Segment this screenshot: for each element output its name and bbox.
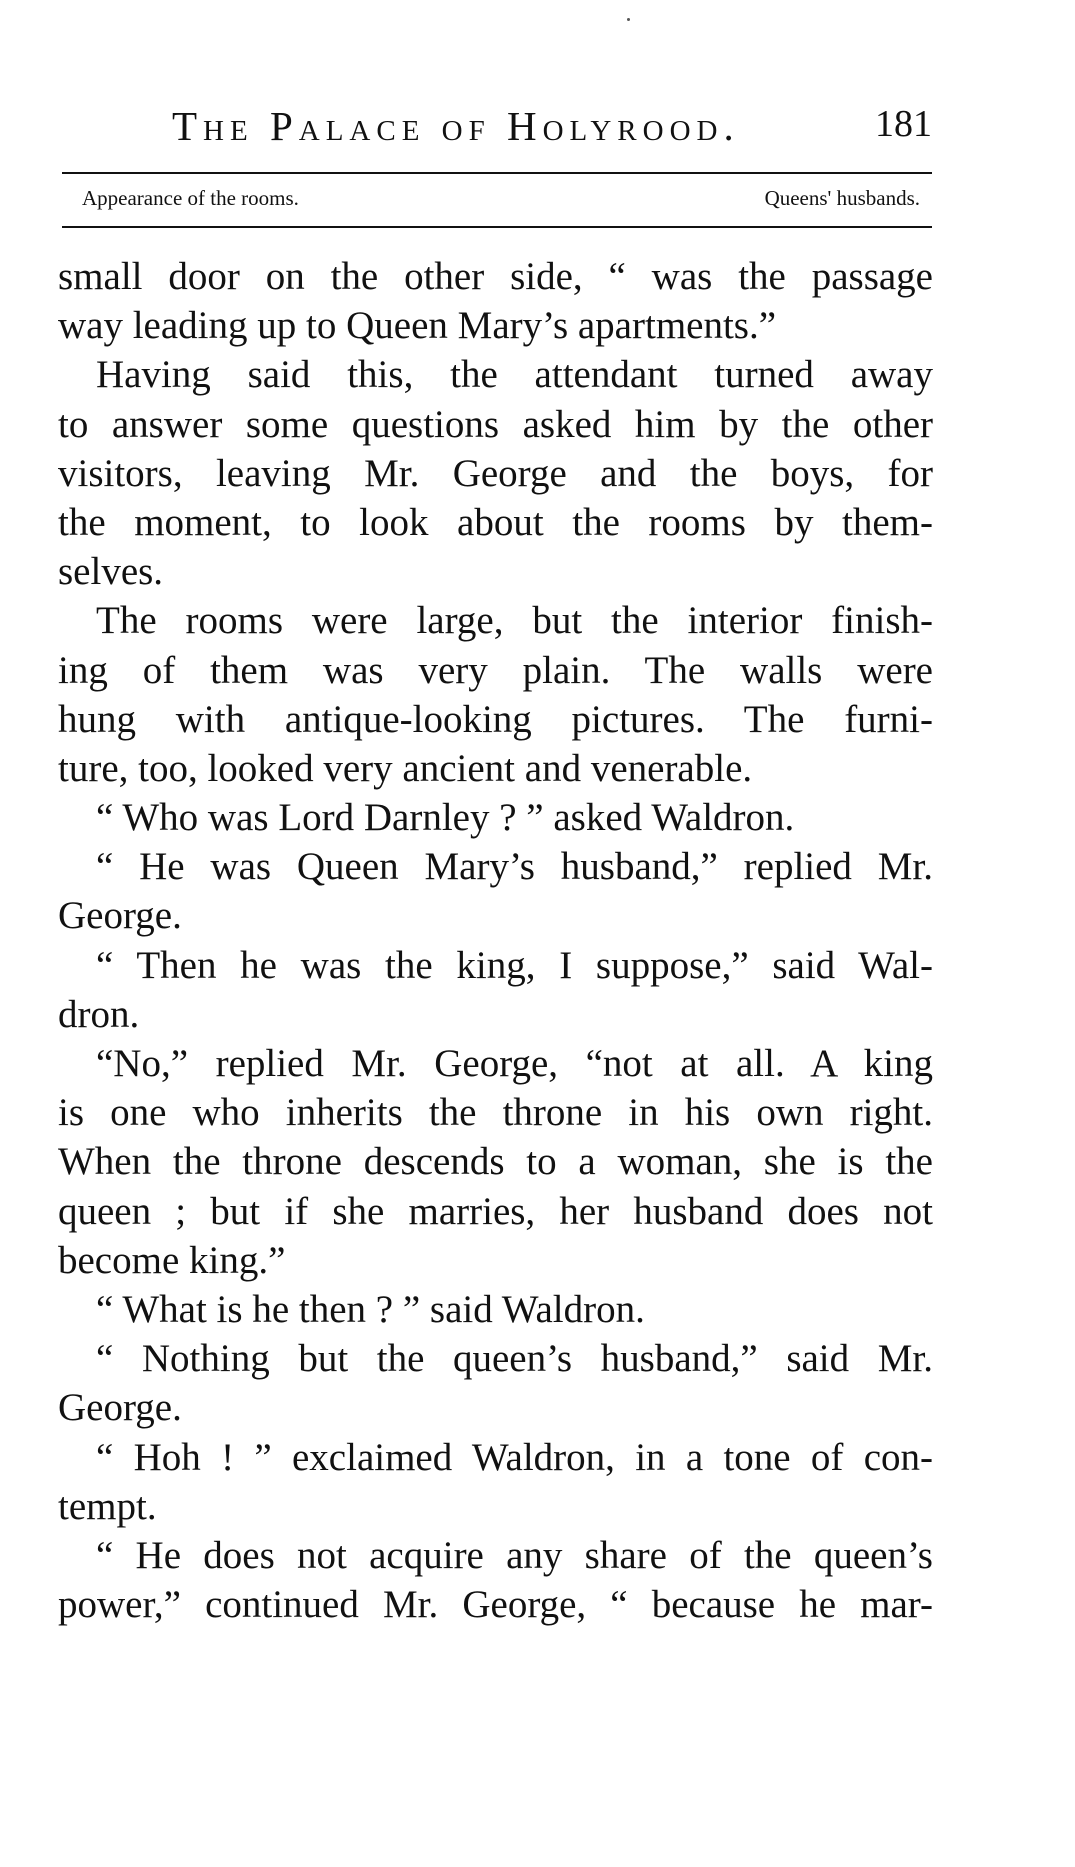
- text-line: “ Then he was the king, I suppose,” said Wal-: [96, 943, 933, 987]
- body-text: [58, 252, 933, 1629]
- text-line: ing of them was very plain. The walls were: [58, 648, 933, 692]
- text-line: “ He was Queen Mary’s husband,” replied Mr.: [96, 845, 933, 889]
- text-line: “ Who was Lord Darnley ? ” asked Waldron.: [96, 796, 795, 840]
- text-line: George.: [58, 894, 182, 938]
- text-line: “No,” replied Mr. George, “not at all. A king: [96, 1042, 933, 1085]
- text-line: way leading up to Queen Mary’s apartments.”: [58, 304, 777, 348]
- text-line: to answer some questions asked him by the other: [58, 402, 933, 446]
- header-rule-top: [62, 172, 932, 174]
- text-line: George.: [58, 1386, 182, 1430]
- text-line: “ Nothing but the queen’s husband,” said Mr.: [96, 1337, 933, 1381]
- side-heads: [62, 186, 932, 216]
- running-title: The Palace of Holyrood.: [172, 103, 740, 149]
- side-head-left: Appearance of the rooms.: [82, 186, 299, 210]
- text-line: hung with antique-looking pictures. The furni-: [58, 697, 933, 741]
- text-line: queen ; but if she marries, her husband does not: [58, 1189, 933, 1233]
- header-rule-bottom: [62, 226, 932, 228]
- text-line: When the throne descends to a woman, she is the: [58, 1140, 933, 1184]
- text-line: power,” continued Mr. George, “ because he mar-: [58, 1583, 933, 1627]
- side-head-right: Queens' husbands.: [764, 186, 920, 210]
- text-line: selves.: [58, 550, 164, 594]
- text-line: “ What is he then ? ” said Waldron.: [96, 1287, 645, 1331]
- text-line: Having said this, the attendant turned away: [96, 353, 933, 397]
- text-line: the moment, to look about the rooms by them-: [58, 500, 933, 544]
- print-speck: [627, 18, 630, 21]
- text-line: small door on the other side, “ was the passage: [58, 255, 933, 298]
- running-head: [62, 102, 932, 158]
- text-line: visitors, leaving Mr. George and the boys, for: [58, 451, 933, 495]
- text-line: “ He does not acquire any share of the queen’s: [96, 1533, 933, 1577]
- text-line: “ Hoh ! ” exclaimed Waldron, in a tone of con-: [96, 1435, 933, 1479]
- text-line: ture, too, looked very ancient and venerable.: [58, 746, 753, 790]
- text-line: dron.: [58, 992, 140, 1036]
- text-line: is one who inherits the throne in his own right.: [58, 1091, 933, 1135]
- text-line: The rooms were large, but the interior finish-: [96, 599, 933, 643]
- text-line: tempt.: [58, 1484, 157, 1528]
- page-number: 181: [875, 103, 932, 145]
- text-line: become king.”: [58, 1238, 286, 1282]
